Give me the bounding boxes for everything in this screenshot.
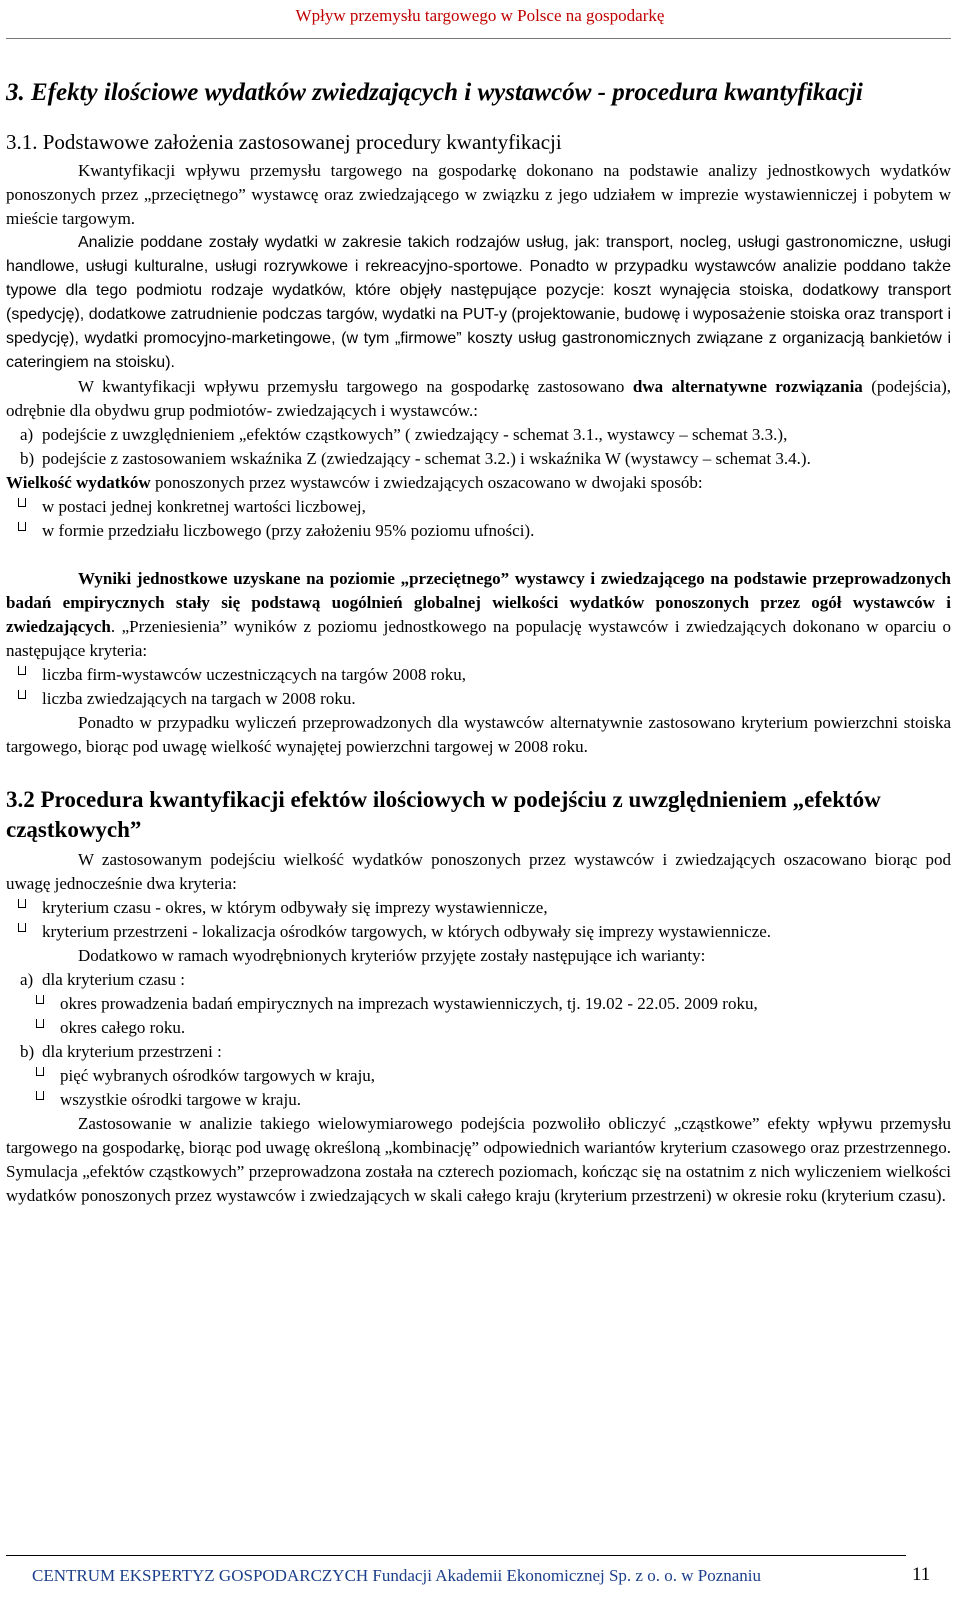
square-bullet-icon: [36, 1067, 44, 1076]
chapter-title: 3. Efekty ilościowe wydatków zwiedzających i wystawców - procedura kwantyfikacji: [6, 79, 863, 106]
list-marker: b): [20, 1042, 35, 1061]
variant-list: [6, 968, 951, 992]
paragraph: [6, 471, 951, 495]
square-bullet-icon: [18, 923, 26, 932]
paragraph: Analizie poddane zostały wydatki w zakresie takich rodzajów usług, jak: transport, nocleg, usługi gastronomiczne, usługi handlowe, usługi kulturalne, usługi rozrywkowe i rekreacyjno-sportowe. Ponadto w przypadku wystawców analizie poddano także typowe dla tego podmiotu rodzaje wydatków, które objęły następujące pozycje: koszt wynajęcia stoiska, dodatkowy transport (spedycję), dodatkowe zatrudnienie podczas targów, wydatki na PUT-y (projektowanie, budowę i wyposażenie stoiska oraz transport i spedycję), wydatki promocyjno-marketingowe, (w tym „firmowe” koszty usług gastronomicznych związane z organizacją bankietów i cateringiem na stoisku).: [6, 234, 951, 371]
list-item-text: liczba zwiedzających na targach w 2008 roku.: [42, 689, 356, 708]
list-item-text: okres prowadzenia badań empirycznych na imprezach wystawienniczych, tj. 19.02 - 22.05. 2009 roku,: [60, 994, 758, 1013]
estimate-list: [6, 495, 951, 543]
square-bullet-icon: [36, 995, 44, 1004]
running-header: Wpływ przemysłu targowego w Polsce na gospodarkę: [295, 6, 665, 25]
paragraph: Ponadto w przypadku wyliczeń przeprowadzonych dla wystawców alternatywnie zastosowano kryterium powierzchni stoiska targowego, biorąc pod uwagę wielkość wynajętej powierzchni targowej w 2008 roku.: [6, 713, 951, 756]
space-variant-list: [6, 1064, 951, 1112]
page-number: 11: [912, 1564, 931, 1585]
paragraph: W zastosowanym podejściu wielkość wydatków ponoszonych przez wystawców i zwiedzających oszacowano biorąc pod uwagę jednocześnie dwa kryteria:: [6, 850, 951, 893]
criteria-list: [6, 896, 951, 944]
list-item: [6, 447, 951, 471]
square-bullet-icon: [18, 498, 26, 507]
list-item: [6, 968, 951, 992]
approach-list: [6, 423, 951, 471]
list-item: [6, 920, 951, 944]
list-item: [6, 1016, 951, 1040]
header-divider: [6, 38, 951, 39]
list-item: [6, 423, 951, 447]
paragraph: Kwantyfikacji wpływu przemysłu targowego na gospodarkę dokonano na podstawie analizy jednostkowych wydatków ponoszonych przez „przeciętnego” wystawcę oraz zwiedzającego w związku z jego udziałem w imprezie wystawienniczej i pobytem w mieście targowym.: [6, 161, 951, 228]
list-item: [6, 495, 951, 519]
bold-phrase: Wyniki jednostkowe uzyskane na poziomie „przeciętnego” wystawcy i zwiedzającego na podstawie przeprowadzonych badań empirycznych stały się podstawą uogólnień globalnej wielkości wydatków ponoszonych przez ogół wystawców i zwiedzających: [6, 569, 951, 636]
paragraph: [6, 567, 951, 663]
paragraph-text: ponoszonych przez wystawców i zwiedzających oszacowano w dwojaki sposób:: [150, 473, 703, 492]
list-item: [6, 896, 951, 920]
list-item: [6, 1040, 951, 1064]
list-item-text: liczba firm-wystawców uczestniczących na targów 2008 roku,: [42, 665, 467, 684]
list-item-text: wszystkie ośrodki targowe w kraju.: [60, 1090, 301, 1109]
list-item-text: pięć wybranych ośrodków targowych w kraju,: [60, 1066, 376, 1085]
bold-phrase: dwa alternatywne rozwiązania: [632, 377, 863, 396]
list-item-text: kryterium czasu - okres, w którym odbywały się imprezy wystawiennicze,: [42, 898, 548, 917]
square-bullet-icon: [18, 666, 26, 675]
bold-phrase: Wielkość wydatków: [6, 473, 151, 492]
square-bullet-icon: [36, 1019, 44, 1028]
list-item-text: podejście z uwzględnieniem „efektów cząstkowych” ( zwiedzający - schemat 3.1., wystawcy – schemat 3.3.),: [42, 425, 788, 444]
list-item-text: dla kryterium przestrzeni :: [42, 1042, 222, 1061]
square-bullet-icon: [18, 899, 26, 908]
list-item-text: w postaci jednej konkretnej wartości liczbowej,: [42, 497, 366, 516]
square-bullet-icon: [18, 522, 26, 531]
list-item: [6, 992, 951, 1016]
list-marker: a): [20, 425, 34, 444]
list-item-text: w formie przedziału liczbowego (przy założeniu 95% poziomu ufności).: [42, 521, 535, 540]
list-item: [6, 1064, 951, 1088]
footer-divider: [6, 1555, 906, 1556]
document-body: [6, 76, 951, 1208]
criteria-list: [6, 663, 951, 711]
section-3-2-title: 3.2 Procedura kwantyfikacji efektów ilościowych w podejściu z uwzględnieniem „efektów cząstkowych”: [6, 787, 881, 842]
list-item-text: okres całego roku.: [60, 1018, 186, 1037]
list-item-text: podejście z zastosowaniem wskaźnika Z (zwiedzający - schemat 3.2.) i wskaźnika W (wystawcy – schemat 3.4.).: [42, 449, 811, 468]
list-item-text: dla kryterium czasu :: [42, 970, 186, 989]
list-item-text: kryterium przestrzeni - lokalizacja ośrodków targowych, w których odbywały się imprezy wystawiennicze.: [42, 922, 772, 941]
paragraph: [6, 375, 951, 423]
list-item: [6, 663, 951, 687]
section-3-1-title: 3.1. Podstawowe założenia zastosowanej procedury kwantyfikacji: [6, 130, 562, 154]
square-bullet-icon: [36, 1091, 44, 1100]
list-item: [6, 519, 951, 543]
time-variant-list: [6, 992, 951, 1040]
paragraph-text: W kwantyfikacji wpływu przemysłu targowego na gospodarkę zastosowano: [78, 377, 633, 396]
list-item: [6, 687, 951, 711]
list-marker: b): [20, 449, 35, 468]
square-bullet-icon: [18, 690, 26, 699]
paragraph-text: . „Przeniesienia” wyników z poziomu jednostkowego na populację wystawców i zwiedzających dokonano w oparciu o następujące kryteria:: [6, 617, 951, 660]
variant-list: [6, 1040, 951, 1064]
list-marker: a): [20, 970, 34, 989]
list-item: [6, 1088, 951, 1112]
paragraph: Zastosowanie w analizie takiego wielowymiarowego podejścia pozwoliło obliczyć „cząstkowe” efekty wpływu przemysłu targowego na gospodarkę, biorąc pod uwagę określoną „kombinację” odpowiednich wariantów kryterium czasowego oraz przestrzennego. Symulacja „efektów cząstkowych” przeprowadzona została na czterech poziomach, kończąc się na ostatnim z nich wyliczeniem wielkości wydatków ponoszonych przez wystawców i zwiedzających w skali całego kraju (kryterium przestrzeni) w okresie roku (kryterium czasu).: [6, 1114, 951, 1205]
paragraph-text: (podejścia), odrębnie dla obydwu grup podmiotów- zwiedzających i wystawców.:: [6, 377, 951, 420]
paragraph: Dodatkowo w ramach wyodrębnionych kryteriów przyjęte zostały następujące ich warianty:: [78, 946, 706, 965]
footer-text: CENTRUM EKSPERTYZ GOSPODARCZYCH Fundacji Akademii Ekonomicznej Sp. z o. o. w Poznaniu: [32, 1566, 762, 1585]
spacer: [6, 543, 951, 567]
